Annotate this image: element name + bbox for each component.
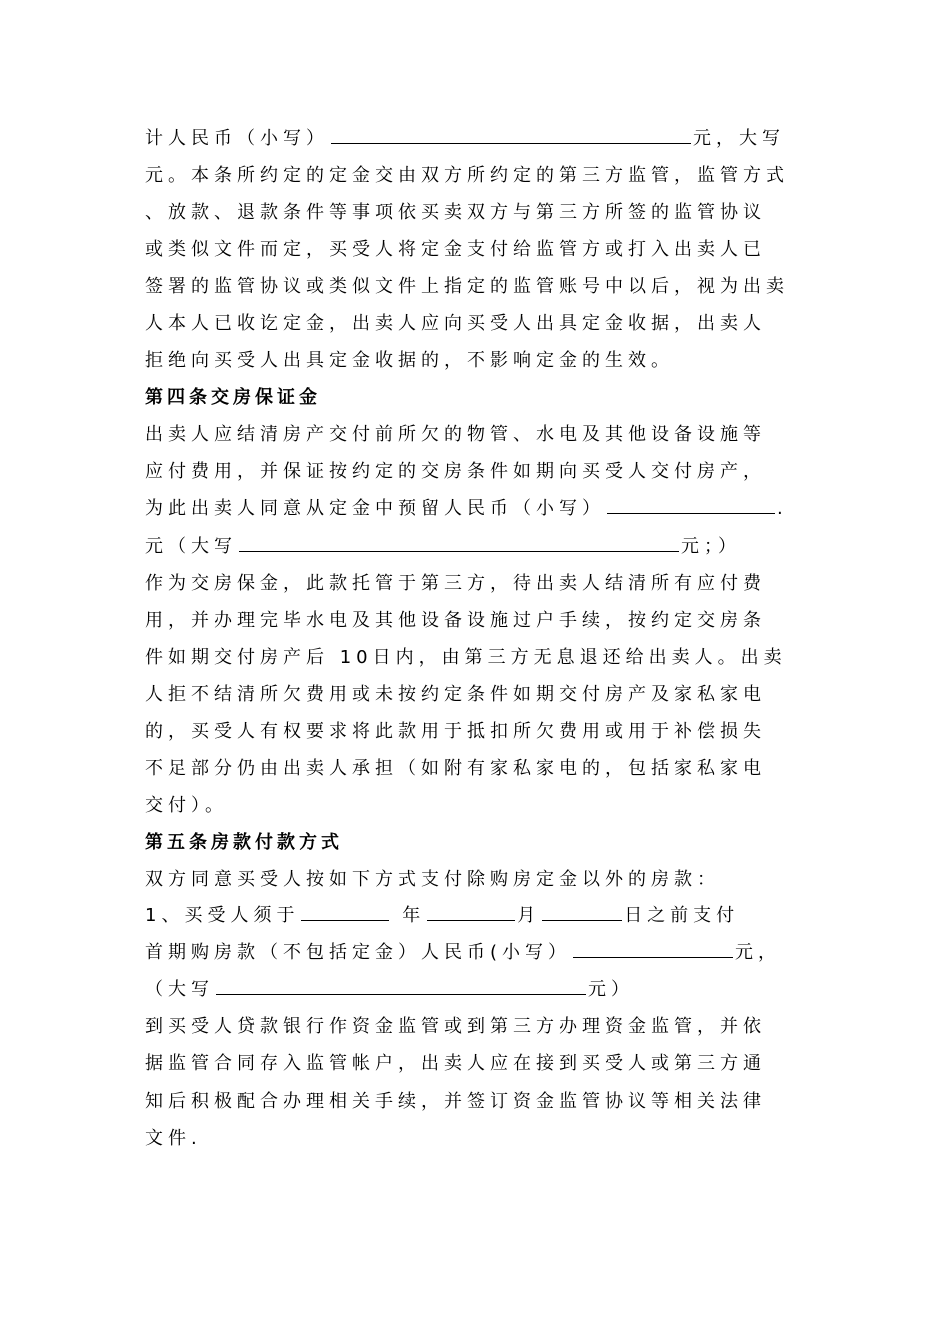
text-line (145, 975, 810, 1005)
text-line (145, 124, 810, 154)
fill-in-blank (301, 902, 389, 921)
fill-in-blank (427, 902, 515, 921)
text-line: 件如期交付房产后 10日内，由第三方无息退还给出卖人。出卖 (145, 647, 787, 668)
text-segment: 元） (588, 979, 634, 1000)
fill-in-blank (331, 125, 691, 144)
text-line: 用，并办理完毕水电及其他设备设施过户手续，按约定交房条 (145, 610, 766, 631)
text-segment: （大写 (145, 979, 214, 1000)
text-segment: 元，大写 (693, 128, 785, 149)
text-line: 的，买受人有权要求将此款用于抵扣所欠费用或用于补偿损失 (145, 721, 766, 742)
text-segment: 元；） (681, 536, 741, 557)
section-heading: 第四条交房保证金 (145, 387, 321, 408)
text-segment: 为此出卖人同意从定金中预留人民币（小写） (145, 498, 605, 519)
text-line: 人本人已收讫定金，出卖人应向买受人出具定金收据，出卖人 (145, 313, 766, 334)
text-line: 签署的监管协议或类似文件上指定的监管账号中以后，视为出卖 (145, 276, 789, 297)
text-line: 据监管合同存入监管帐户，出卖人应在接到买受人或第三方通 (145, 1053, 766, 1074)
text-segment: 计人民币（小写） (145, 128, 329, 149)
text-line: 文件. (145, 1128, 202, 1149)
text-line: 元。本条所约定的定金交由双方所约定的第三方监管，监管方式 (145, 165, 789, 186)
text-line: 不足部分仍由出卖人承担（如附有家私家电的，包括家私家电 (145, 758, 766, 779)
text-line: 到买受人贷款银行作资金监管或到第三方办理资金监管，并依 (145, 1016, 766, 1037)
text-line: 拒绝向买受人出具定金收据的，不影响定金的生效。 (145, 350, 674, 371)
text-line: 人拒不结清所欠费用或未按约定条件如期交付房产及家私家电 (145, 684, 766, 705)
text-segment: 月 (517, 905, 541, 926)
fill-in-blank (573, 939, 733, 958)
text-line: 、放款、退款条件等事项依买卖双方与第三方所签的监管协议 (145, 202, 766, 223)
fill-in-blank (216, 976, 586, 995)
text-line: 作为交房保金，此款托管于第三方，待出卖人结清所有应付费 (145, 573, 766, 594)
fill-in-blank (239, 533, 679, 552)
text-segment: 日之前支付 (624, 905, 740, 926)
fill-in-blank (542, 902, 622, 921)
text-segment: 首期购房款（不包括定金）人民币(小写） (145, 942, 572, 963)
text-segment: . (777, 498, 788, 519)
text-line: 或类似文件而定，买受人将定金支付给监管方或打入出卖人已 (145, 239, 766, 260)
text-segment: 元， (735, 942, 782, 963)
fill-in-blank (607, 495, 775, 514)
text-line (145, 938, 810, 968)
text-line (145, 494, 810, 524)
text-line: 知后积极配合办理相关手续，并签订资金监管协议等相关法律 (145, 1091, 766, 1112)
text-line (145, 901, 810, 931)
text-line: 双方同意买受人按如下方式支付除购房定金以外的房款： (145, 869, 720, 890)
text-segment: 年 (402, 905, 426, 926)
text-segment: 1、买受人须于 (145, 905, 300, 926)
text-line: 应付费用，并保证按约定的交房条件如期向买受人交付房产， (145, 461, 766, 482)
text-line: 交付）。 (145, 795, 228, 816)
section-heading: 第五条房款付款方式 (145, 832, 343, 853)
text-segment: 元（大写 (145, 536, 237, 557)
text-line (145, 532, 810, 562)
text-line: 出卖人应结清房产交付前所欠的物管、水电及其他设备设施等 (145, 424, 766, 445)
